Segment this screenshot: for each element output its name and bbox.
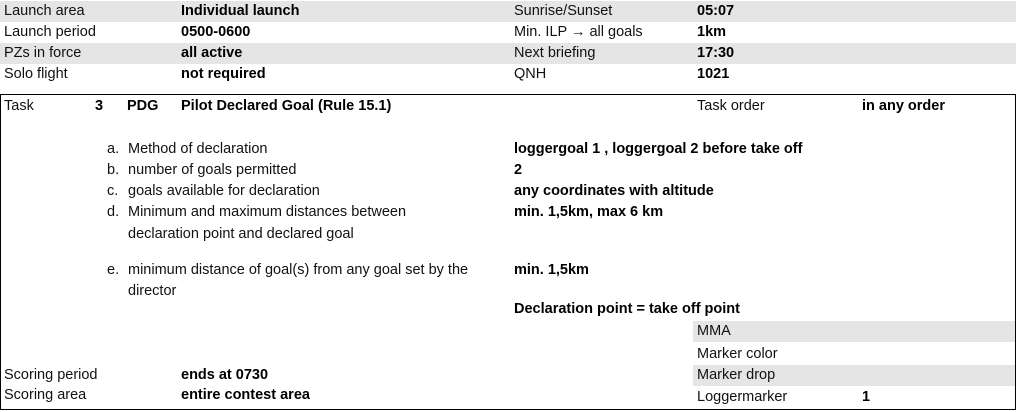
launch-period-value: 0500-0600 bbox=[181, 24, 251, 40]
marker-drop-label: Marker drop bbox=[697, 367, 776, 383]
launch-area-label: Launch area bbox=[4, 3, 85, 19]
item-b-text: number of goals permitted bbox=[128, 162, 297, 178]
pzs-value: all active bbox=[181, 45, 243, 61]
next-briefing-value: 17:30 bbox=[697, 45, 735, 61]
item-e-letter: e. bbox=[107, 262, 120, 278]
item-c-letter: c. bbox=[107, 183, 119, 199]
solo-flight-value: not required bbox=[181, 66, 266, 82]
solo-flight-label: Solo flight bbox=[4, 66, 68, 82]
item-b-value: 2 bbox=[514, 162, 523, 178]
item-e-text-line2: director bbox=[128, 283, 177, 299]
scoring-period-value: ends at 0730 bbox=[181, 367, 269, 383]
item-a-letter: a. bbox=[107, 141, 120, 157]
item-d-text: Minimum and maximum distances between bbox=[128, 204, 407, 220]
scoring-period-label: Scoring period bbox=[4, 367, 98, 383]
task-box bbox=[0, 94, 1016, 410]
item-d-value: min. 1,5km, max 6 km bbox=[514, 204, 664, 220]
min-ilp-value: 1km bbox=[697, 24, 727, 40]
scoring-area-label: Scoring area bbox=[4, 387, 87, 403]
pzs-label: PZs in force bbox=[4, 45, 82, 61]
sunrise-value: 05:07 bbox=[697, 3, 735, 19]
item-c-text: goals available for declaration bbox=[128, 183, 320, 199]
task-label: Task bbox=[4, 98, 34, 114]
loggermarker-label: Loggermarker bbox=[697, 389, 788, 405]
task-order-value: in any order bbox=[862, 98, 945, 114]
item-a-value: loggergoal 1 , loggergoal 2 before take off bbox=[514, 141, 803, 157]
header-band-4 bbox=[0, 64, 1016, 85]
mma-label: MMA bbox=[697, 323, 731, 339]
next-briefing-label: Next briefing bbox=[514, 45, 596, 61]
task-order-label: Task order bbox=[697, 98, 765, 114]
scoring-area-value: entire contest area bbox=[181, 387, 310, 403]
header-band-3 bbox=[0, 43, 1016, 64]
item-e-text: minimum distance of goal(s) from any goal set by the bbox=[128, 262, 469, 278]
marker-color-label: Marker color bbox=[697, 346, 778, 362]
item-a-text: Method of declaration bbox=[128, 141, 268, 157]
item-b-letter: b. bbox=[107, 162, 120, 178]
task-code: PDG bbox=[127, 98, 159, 114]
loggermarker-value: 1 bbox=[862, 389, 871, 405]
header-band-1 bbox=[0, 1, 1016, 22]
launch-period-label: Launch period bbox=[4, 24, 96, 40]
declaration-note: Declaration point = take off point bbox=[514, 301, 740, 317]
qnh-label: QNH bbox=[514, 66, 547, 82]
launch-area-value: Individual launch bbox=[181, 3, 300, 19]
min-ilp-label: Min. ILP → all goals bbox=[514, 24, 643, 40]
item-d-text-line2: declaration point and declared goal bbox=[128, 226, 354, 242]
mma-band bbox=[693, 321, 1015, 342]
task-name: Pilot Declared Goal (Rule 15.1) bbox=[181, 98, 392, 114]
item-d-letter: d. bbox=[107, 204, 120, 220]
task-number: 3 bbox=[95, 98, 104, 114]
item-c-value: any coordinates with altitude bbox=[514, 183, 714, 199]
item-e-value: min. 1,5km bbox=[514, 262, 589, 278]
header-band-2 bbox=[0, 22, 1016, 43]
sunrise-label: Sunrise/Sunset bbox=[514, 3, 613, 19]
qnh-value: 1021 bbox=[697, 66, 730, 82]
